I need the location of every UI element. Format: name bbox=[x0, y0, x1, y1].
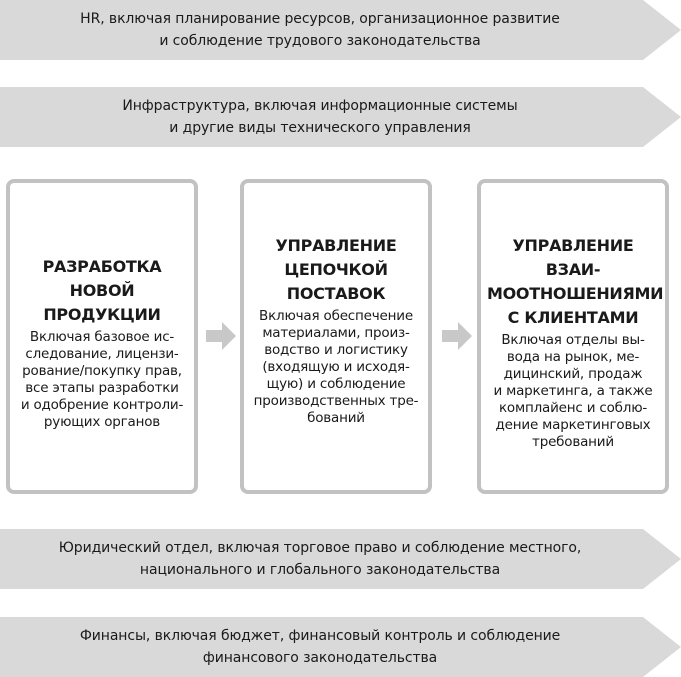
band-infrastructure-line-1: Инфраструктура, включая информационные системы bbox=[122, 98, 518, 114]
box-product-development-desc-line: все этапы разработки bbox=[25, 380, 179, 396]
band-finance-line-2: финансового законодательства bbox=[202, 650, 438, 666]
band-hr-text bbox=[0, 0, 640, 60]
box-product-development-desc-line: рование/покупку прав, bbox=[22, 363, 182, 379]
box-customer-relations-title bbox=[487, 234, 664, 330]
box-product-development-desc-line: Включая базовое ис- bbox=[29, 329, 175, 345]
band-hr-line-2: и соблюдение трудового законодательства bbox=[159, 33, 481, 49]
box-customer-relations-desc-line: требований bbox=[532, 434, 614, 450]
box-supply-chain-title-line-2: ЦЕПОЧКОЙ bbox=[284, 260, 388, 279]
box-supply-chain-desc-line: производственных тре- bbox=[253, 393, 419, 409]
box-supply-chain-desc-line: Включая обеспечение bbox=[259, 308, 413, 324]
box-supply-chain-description bbox=[250, 308, 422, 427]
box-product-development-desc-line: следование, лицензи- bbox=[25, 346, 179, 362]
box-supply-chain-desc-line: материалами, произ- bbox=[262, 325, 410, 341]
box-supply-chain bbox=[240, 179, 432, 494]
box-supply-chain-title-line-1: УПРАВЛЕНИЕ bbox=[275, 236, 397, 255]
band-hr-line-1: HR, включая планирование ресурсов, организационное развитие bbox=[80, 11, 560, 27]
box-supply-chain-title-line-3: ПОСТАВОК bbox=[286, 284, 386, 303]
band-finance-line-1: Финансы, включая бюджет, финансовый контроль и соблюдение bbox=[79, 628, 561, 644]
box-product-development-desc-line: и одобрение контроли- bbox=[20, 397, 184, 413]
band-hr bbox=[0, 0, 681, 60]
band-legal-line-2: национального и глобального законодательства bbox=[139, 562, 501, 578]
box-customer-relations bbox=[477, 179, 669, 494]
box-product-development-title-line-1: РАЗРАБОТКА bbox=[42, 257, 162, 276]
box-supply-chain-title bbox=[250, 234, 422, 306]
box-supply-chain-desc-line: бований bbox=[307, 410, 365, 426]
box-product-development-description bbox=[16, 329, 188, 431]
box-supply-chain-desc-line: водство и логистику bbox=[264, 342, 408, 358]
flow-arrow-1 bbox=[206, 322, 236, 350]
band-finance bbox=[0, 617, 681, 677]
box-customer-relations-desc-line: комплайенс и соблю- bbox=[498, 400, 648, 416]
band-infrastructure-text bbox=[0, 87, 640, 147]
box-customer-relations-title-line-1: УПРАВЛЕНИЕ ВЗАИ- bbox=[512, 236, 634, 279]
band-infrastructure bbox=[0, 87, 681, 147]
box-customer-relations-desc-line: Включая отделы вы- bbox=[501, 332, 645, 348]
band-legal bbox=[0, 529, 681, 589]
box-customer-relations-description bbox=[487, 332, 659, 451]
box-product-development-title-line-2: НОВОЙ ПРОДУКЦИИ bbox=[43, 281, 161, 324]
box-customer-relations-desc-line: дицинский, продаж bbox=[503, 366, 643, 382]
box-customer-relations-title-line-2: МООТНОШЕНИЯМИ bbox=[487, 284, 664, 303]
band-infrastructure-line-2: и другие виды технического управления bbox=[169, 120, 471, 136]
band-legal-text bbox=[0, 529, 640, 589]
box-product-development-title bbox=[16, 255, 188, 327]
box-customer-relations-desc-line: и маркетинга, а также bbox=[493, 383, 653, 399]
box-supply-chain-desc-line: (входящую и исходя- bbox=[262, 359, 410, 375]
box-customer-relations-desc-line: вода на рынок, ме- bbox=[506, 349, 640, 365]
box-product-development bbox=[6, 179, 198, 494]
band-finance-text bbox=[0, 617, 640, 677]
box-customer-relations-desc-line: дение маркетинговых bbox=[495, 417, 651, 433]
flow-arrow-2 bbox=[442, 322, 472, 350]
box-supply-chain-desc-line: щую) и соблюдение bbox=[266, 376, 406, 392]
band-legal-line-1: Юридический отдел, включая торговое право и соблюдение местного, bbox=[58, 540, 582, 556]
box-product-development-desc-line: рующих органов bbox=[43, 414, 161, 430]
box-customer-relations-title-line-3: С КЛИЕНТАМИ bbox=[507, 308, 639, 327]
